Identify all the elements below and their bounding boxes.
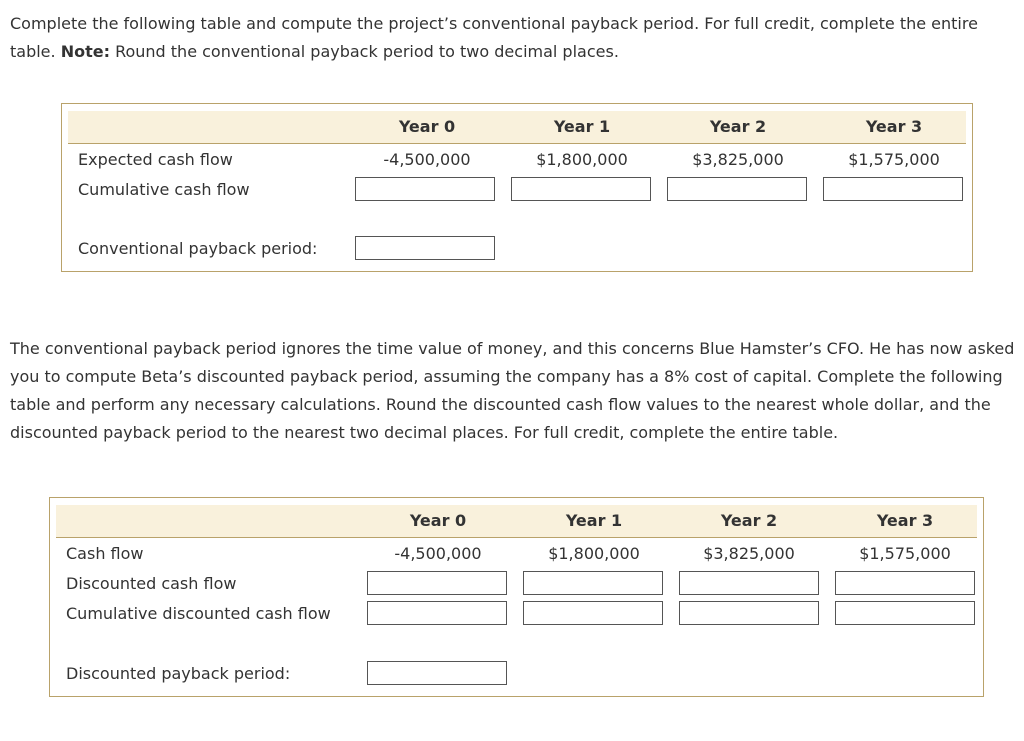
header-year-3: Year 3	[865, 117, 923, 136]
note-label: Note:	[60, 42, 110, 61]
cash-flow-label: Cash flow	[66, 544, 144, 563]
discounted-cash-flow-year-3-input[interactable]	[835, 571, 975, 595]
expected-cash-flow-year-0: -4,500,000	[383, 150, 471, 169]
instructions-text-part2: Round the conventional payback period to two decimal places.	[109, 42, 619, 61]
instructions-text-part1: Complete the following table and compute the project’s conventional payback period. For full credit, complete the entire table.	[10, 14, 978, 61]
header-year-2: Year 2	[709, 117, 767, 136]
cash-flow-year-3: $1,575,000	[859, 544, 951, 563]
cash-flow-year-0: -4,500,000	[394, 544, 482, 563]
cumulative-discounted-cash-flow-year-0-input[interactable]	[367, 601, 507, 625]
expected-cash-flow-year-3: $1,575,000	[848, 150, 940, 169]
expected-cash-flow-year-1: $1,800,000	[536, 150, 628, 169]
cash-flow-year-1: $1,800,000	[548, 544, 640, 563]
conventional-payback-table	[61, 103, 973, 272]
header-year-3: Year 3	[876, 511, 934, 530]
discounted-payback-period-input[interactable]	[367, 661, 507, 685]
discounted-cash-flow-year-0-input[interactable]	[367, 571, 507, 595]
cumulative-discounted-cash-flow-year-1-input[interactable]	[523, 601, 663, 625]
discounted-cash-flow-year-1-input[interactable]	[523, 571, 663, 595]
header-year-1: Year 1	[553, 117, 611, 136]
discounted-cash-flow-label: Discounted cash flow	[66, 574, 237, 593]
expected-cash-flow-year-2: $3,825,000	[692, 150, 784, 169]
discounted-cash-flow-year-2-input[interactable]	[679, 571, 819, 595]
cash-flow-year-2: $3,825,000	[703, 544, 795, 563]
cumulative-discounted-cash-flow-label: Cumulative discounted cash flow	[66, 604, 331, 623]
discounted-payback-table	[49, 497, 984, 697]
header-year-0: Year 0	[398, 117, 456, 136]
discounted-payback-period-label: Discounted payback period:	[66, 664, 291, 683]
discounted-instructions-paragraph: The conventional payback period ignores the time value of money, and this concerns Blue Hamster’s CFO. He has now asked you to compute Beta’s discounted payback period, assuming the company has a 8% cost of capital. Complete the following table and perform any necessary calculations. Round the discounted cash flow values to the nearest whole dollar, and the discounted payback period to the nearest two decimal places. For full credit, complete the entire table.	[10, 339, 1015, 442]
header-year-1: Year 1	[565, 511, 623, 530]
cumulative-cash-flow-year-2-input[interactable]	[667, 177, 807, 201]
cumulative-cash-flow-year-0-input[interactable]	[355, 177, 495, 201]
header-year-2: Year 2	[720, 511, 778, 530]
conventional-payback-period-label: Conventional payback period:	[78, 239, 318, 258]
cumulative-cash-flow-label: Cumulative cash flow	[78, 180, 250, 199]
header-year-0: Year 0	[409, 511, 467, 530]
cumulative-cash-flow-year-1-input[interactable]	[511, 177, 651, 201]
cumulative-cash-flow-year-3-input[interactable]	[823, 177, 963, 201]
instructions-paragraph	[10, 10, 1010, 66]
conventional-payback-period-input[interactable]	[355, 236, 495, 260]
cumulative-discounted-cash-flow-year-2-input[interactable]	[679, 601, 819, 625]
expected-cash-flow-label: Expected cash flow	[78, 150, 233, 169]
cumulative-discounted-cash-flow-year-3-input[interactable]	[835, 601, 975, 625]
